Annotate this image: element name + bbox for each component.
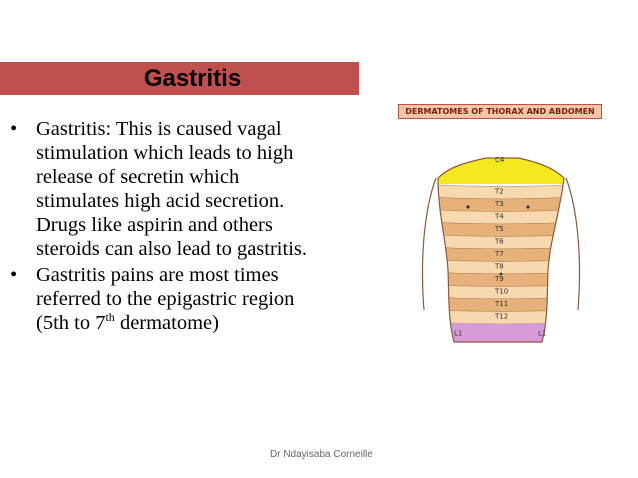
bullet-line: referred to the epigastric region	[36, 288, 295, 310]
dermatome-label: L1	[538, 329, 547, 338]
dermatome-label: T4	[495, 212, 504, 221]
dermatome-figure	[398, 104, 604, 366]
bullet-line: steroids can also lead to gastritis.	[36, 238, 307, 260]
bullet-line-pre: (5th to 7	[36, 312, 106, 334]
bullet-marker: •	[10, 264, 18, 286]
bullet-line: release of secretin which	[36, 166, 240, 188]
bullet-text	[36, 263, 380, 335]
footer-author: Dr Ndayisaba Corneille	[270, 449, 373, 460]
slide-title: Gastritis	[143, 64, 242, 92]
dermatome-label: T6	[495, 237, 504, 246]
bullet-line: Drugs like aspirin and others	[36, 214, 273, 236]
right-arm-outline	[566, 178, 580, 310]
bullet-item	[10, 263, 380, 335]
dermatome-label: T3	[495, 199, 504, 208]
bullet-item	[10, 117, 380, 261]
dermatome-label: T2	[495, 187, 504, 196]
dermatome-label: C4	[495, 156, 505, 164]
dermatome-label: T5	[495, 224, 504, 233]
dermatome-label: T12	[495, 312, 509, 321]
bullet-list	[10, 117, 380, 337]
figure-caption: DERMATOMES OF THORAX AND ABDOMEN	[398, 104, 602, 119]
torso-illustration	[398, 120, 604, 366]
bullet-line: stimulates high acid secretion.	[36, 190, 285, 212]
bullet-line: Gastritis: This is caused vagal	[36, 118, 282, 140]
right-nipple	[526, 205, 529, 208]
bullet-text	[36, 117, 380, 261]
bullet-line	[36, 311, 380, 335]
dermatome-label: T9	[495, 274, 504, 283]
dermatome-label: T7	[495, 249, 504, 258]
bullet-line: Gastritis pains are most times	[36, 264, 279, 286]
bullet-marker: •	[10, 118, 18, 140]
slide-title-bar	[0, 62, 359, 95]
left-arm-outline	[423, 178, 437, 310]
bullet-line-post: dermatome)	[114, 312, 219, 334]
bullet-line: stimulation which leads to high	[36, 142, 294, 164]
dermatome-label: T10	[495, 287, 509, 296]
left-nipple	[466, 205, 469, 208]
dermatome-l1	[418, 322, 588, 367]
dermatome-label: T11	[495, 299, 509, 308]
bullet-line-superscript: th	[105, 310, 115, 325]
dermatome-label: T8	[495, 262, 504, 271]
dermatome-label: L1	[454, 329, 463, 338]
